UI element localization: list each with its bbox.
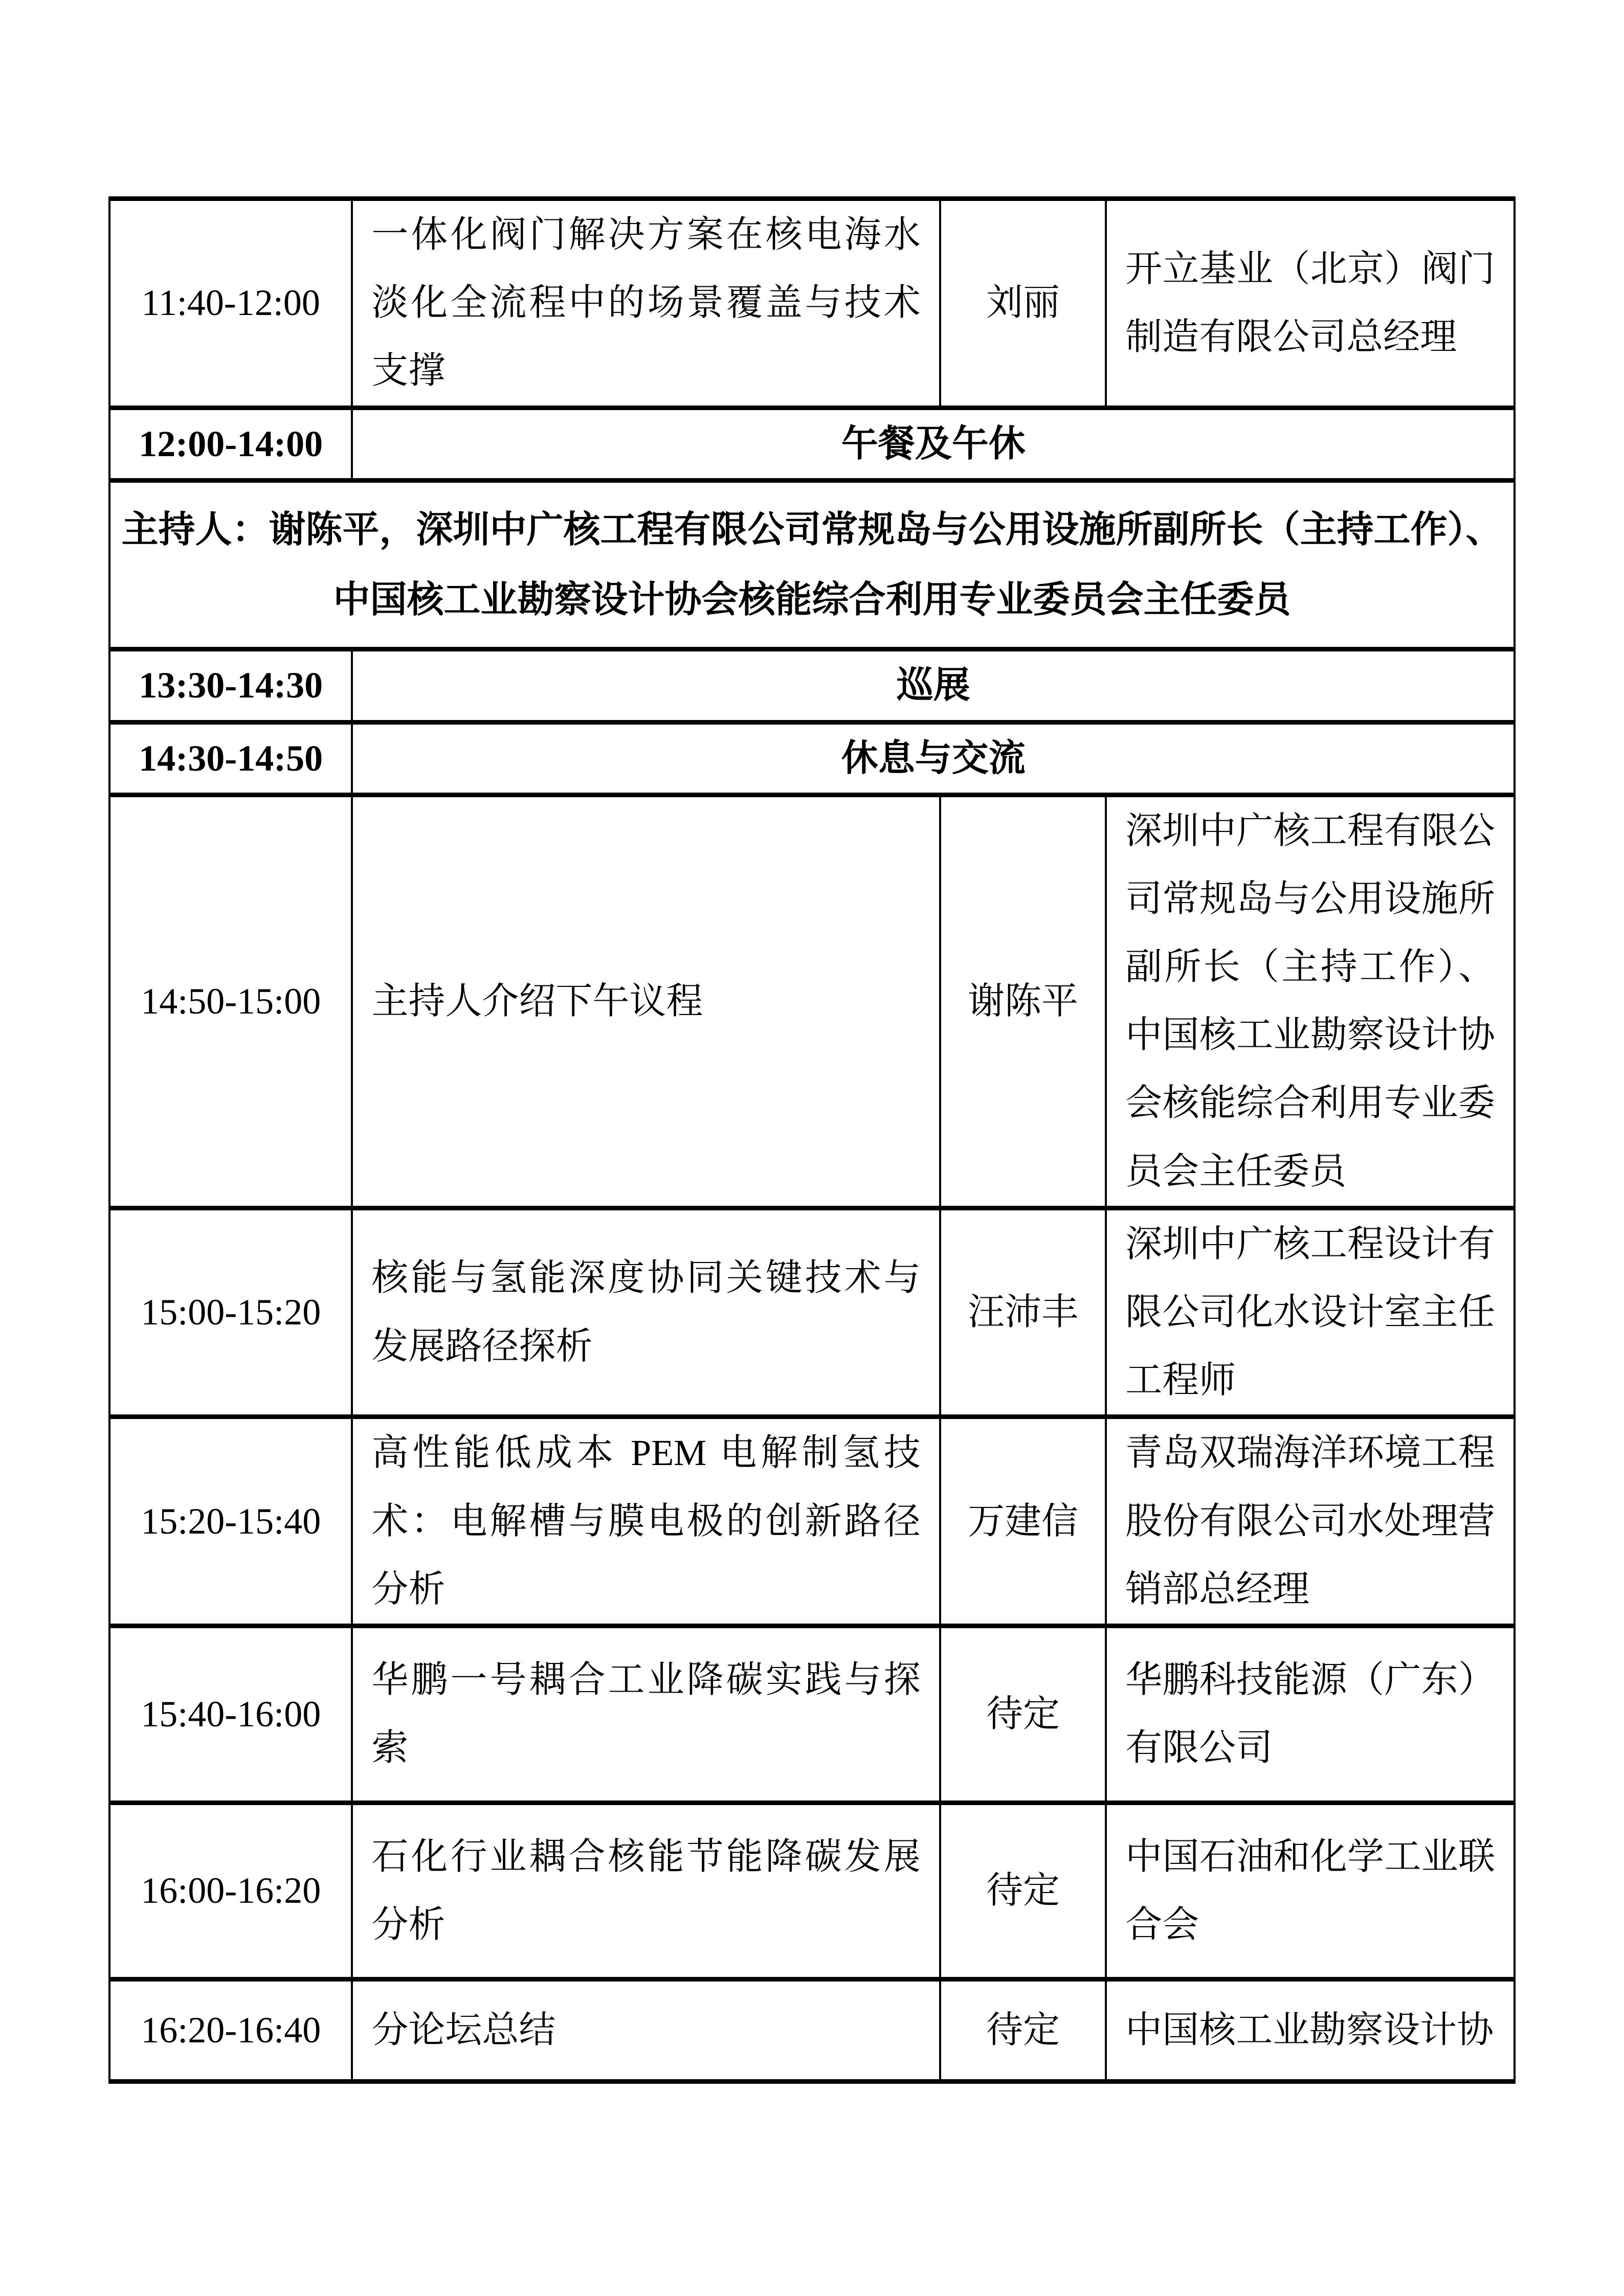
affiliation-cell: 中国核工业勘察设计协 — [1106, 1979, 1515, 2081]
break-label-cell: 巡展 — [352, 649, 1515, 722]
speaker-cell: 刘丽 — [940, 199, 1106, 408]
speaker-cell: 待定 — [940, 1626, 1106, 1803]
session-title-cell: 主持人介绍下午议程 — [352, 795, 940, 1208]
agenda-row — [109, 1208, 1515, 1417]
agenda-row — [109, 649, 1515, 722]
time-cell: 16:20-16:40 — [109, 1979, 352, 2081]
time-cell: 11:40-12:00 — [109, 199, 352, 408]
affiliation-cell: 华鹏科技能源（广东）有限公司 — [1106, 1626, 1515, 1803]
session-title-cell: 分论坛总结 — [352, 1979, 940, 2081]
session-title-cell: 一体化阀门解决方案在核电海水淡化全流程中的场景覆盖与技术支撑 — [352, 199, 940, 408]
agenda-table — [108, 196, 1516, 2084]
agenda-row — [109, 1417, 1515, 1626]
moderator-line-1: 主持人：谢陈平，深圳中广核工程有限公司常规岛与公用设施所副所长（主持工作）、 — [121, 509, 1503, 550]
agenda-row — [109, 1979, 1515, 2081]
session-title-cell: 高性能低成本 PEM 电解制氢技术：电解槽与膜电极的创新路径分析 — [352, 1417, 940, 1626]
session-title-cell: 核能与氢能深度协同关键技术与发展路径探析 — [352, 1208, 940, 1417]
speaker-cell: 万建信 — [940, 1417, 1106, 1626]
time-cell: 15:00-15:20 — [109, 1208, 352, 1417]
agenda-row — [109, 199, 1515, 408]
affiliation-cell: 青岛双瑞海洋环境工程股份有限公司水处理营销部总经理 — [1106, 1417, 1515, 1626]
time-cell: 16:00-16:20 — [109, 1803, 352, 1979]
agenda-row — [109, 1803, 1515, 1979]
affiliation-cell: 开立基业（北京）阀门制造有限公司总经理 — [1106, 199, 1515, 408]
session-title-cell: 石化行业耦合核能节能降碳发展分析 — [352, 1803, 940, 1979]
agenda-row — [109, 722, 1515, 795]
time-cell: 14:30-14:50 — [109, 722, 352, 795]
affiliation-cell: 深圳中广核工程有限公司常规岛与公用设施所副所长（主持工作）、中国核工业勘察设计协会核能综合利用专业委员会主任委员 — [1106, 795, 1515, 1208]
session-title-cell: 华鹏一号耦合工业降碳实践与探索 — [352, 1626, 940, 1803]
time-cell: 15:20-15:40 — [109, 1417, 352, 1626]
speaker-cell: 汪沛丰 — [940, 1208, 1106, 1417]
speaker-cell: 待定 — [940, 1803, 1106, 1979]
time-cell: 13:30-14:30 — [109, 649, 352, 722]
affiliation-cell: 深圳中广核工程设计有限公司化水设计室主任工程师 — [1106, 1208, 1515, 1417]
speaker-cell: 待定 — [940, 1979, 1106, 2081]
moderator-line-2: 中国核工业勘察设计协会核能综合利用专业委员会主任委员 — [333, 579, 1291, 620]
speaker-cell: 谢陈平 — [940, 795, 1106, 1208]
affiliation-cell: 中国石油和化学工业联合会 — [1106, 1803, 1515, 1979]
time-cell: 12:00-14:00 — [109, 408, 352, 480]
agenda-row — [109, 1626, 1515, 1803]
break-label-cell: 休息与交流 — [352, 722, 1515, 795]
agenda-row — [109, 480, 1515, 649]
agenda-row — [109, 795, 1515, 1208]
time-cell: 14:50-15:00 — [109, 795, 352, 1208]
moderator-cell — [109, 480, 1515, 649]
agenda-row — [109, 408, 1515, 480]
time-cell: 15:40-16:00 — [109, 1626, 352, 1803]
break-label-cell: 午餐及午休 — [352, 408, 1515, 480]
